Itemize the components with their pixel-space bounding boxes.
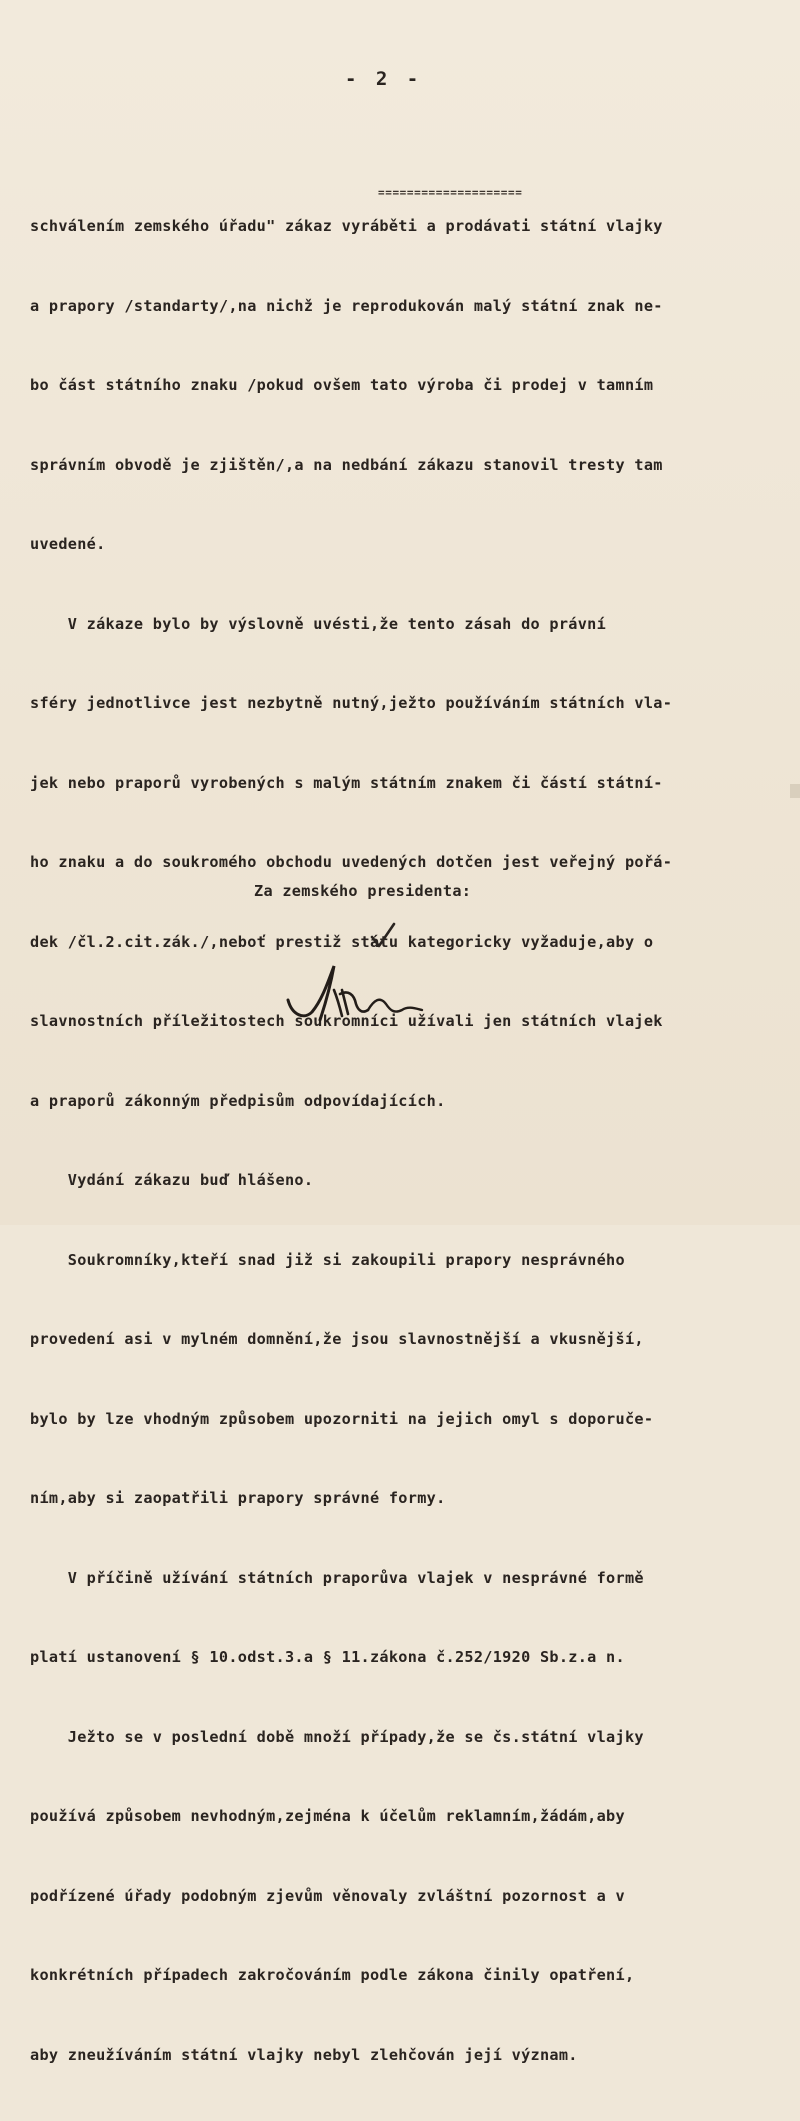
handwritten-signature: [282, 960, 432, 1030]
text-line: schválením zemského úřadu" zákaz vyráběti a prodávati státní vlajky: [30, 217, 663, 235]
text-line: a prapory /standarty/,na nichž je reprodukován malý státní znak ne-: [30, 296, 663, 315]
text-line: sféry jednotlivce jest nezbytně nutný,ježto používáním státních vla-: [30, 694, 673, 712]
text-line: dek /čl.2.cit.zák./,neboť prestiž státu kategoricky vyžaduje,aby o: [30, 932, 654, 951]
text-line: aby zneužíváním státní vlajky nebyl zlehčován její význam.: [30, 2045, 578, 2064]
closing-line: Za zemského presidenta:: [254, 882, 472, 900]
text-line: konkrétních případech zakročováním podle zákona činily opatření,: [30, 1966, 635, 1984]
page-number: - 2 -: [345, 68, 423, 90]
text-line: uvedené.: [30, 535, 106, 553]
text-line: V zákaze bylo by výslovně uvésti,že tento zásah do právní: [30, 614, 607, 633]
check-mark-icon: [368, 920, 398, 950]
document-body: [30, 160, 790, 2121]
text-line: používá způsobem nevhodným,zejména k účelům reklamním,žádám,aby: [30, 1807, 625, 1825]
text-line: bo část státního znaku /pokud ovšem tato výroba či prodej v tamním: [30, 376, 654, 394]
text-line: ním,aby si zaopatřili prapory správné formy.: [30, 1489, 446, 1507]
text-line: ho znaku a do soukromého obchodu uvedených dotčen jest veřejný pořá-: [30, 853, 673, 871]
text-line: podřízené úřady podobným zjevům věnovaly zvláštní pozornost a v: [30, 1886, 625, 1905]
text-line: a praporů zákonným předpisům odpovídajících.: [30, 1091, 446, 1110]
page-edge-mark: [790, 784, 800, 798]
text-line: Soukromníky,kteří snad již si zakoupili prapory nesprávného: [30, 1250, 625, 1269]
text-line: správním obvodě je zjištěn/,a na nedbání zákazu stanovil tresty tam: [30, 455, 663, 474]
text-line: Ježto se v poslední době množí případy,že se čs.státní vlajky: [30, 1727, 644, 1746]
text-line: jek nebo praporů vyrobených s malým státním znakem či částí státní-: [30, 773, 663, 792]
emphasis-underline: ====================: [378, 186, 523, 199]
text-line: platí ustanovení § 10.odst.3.a § 11.zákona č.252/1920 Sb.z.a n.: [30, 1648, 625, 1666]
text-line: V příčině užívání státních praporůva vlajek v nesprávné formě: [30, 1568, 644, 1587]
text-line: bylo by lze vhodným způsobem upozorniti na jejich omyl s doporuče-: [30, 1409, 654, 1428]
text-line: slavnostních příležitostech soukromníci užívali jen státních vlajek: [30, 1012, 663, 1030]
text-line: provedení asi v mylném domnění,že jsou slavnostnější a vkusnější,: [30, 1330, 644, 1348]
text-line: Vydání zákazu buď hlášeno.: [30, 1171, 314, 1189]
